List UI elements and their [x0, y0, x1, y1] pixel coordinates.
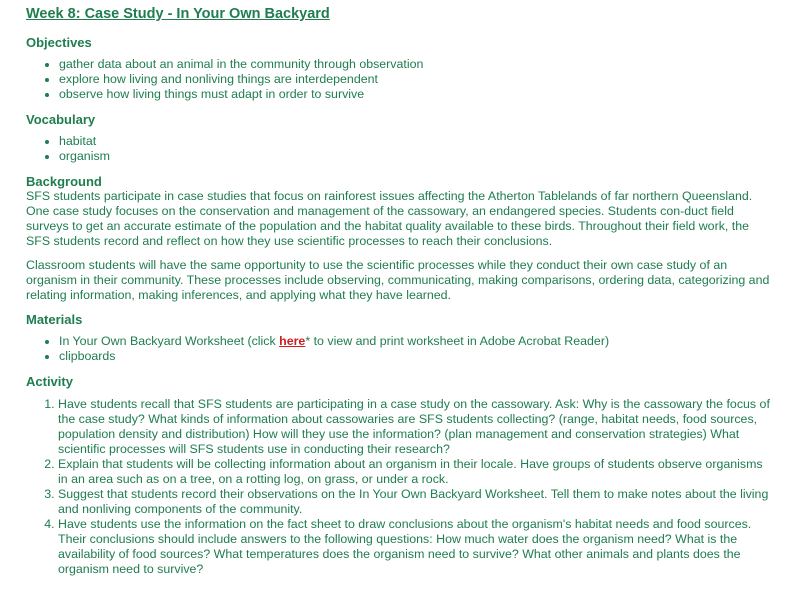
objectives-heading: Objectives: [26, 35, 92, 50]
list-item: 4. Have students use the information on the fact sheet to draw conclusions about the organism's habitat needs and food sources. Their conclusions should include answers to the following questions: How much water does the organism need? What is the availability of food sources? What temperatures does the organism need to survive? What other animals and plants does the organism need to survive?: [58, 517, 774, 577]
list-item: 2. Explain that students will be collecting information about an organism in their locale. Have groups of students observe organisms in an area such as on a tree, on a rotting log, on grass, or under a rock.: [58, 457, 774, 487]
worksheet-text: In Your Own Backyard Worksheet (click: [59, 334, 280, 348]
list-item: • clipboards: [59, 349, 774, 364]
background-paragraph: SFS students participate in case studies that focus on rainforest issues affecting the Atherton Tablelands of far northern Queensland. One case study focuses on the conservation and management of the cassowary, an endangered species. Students con-duct field surveys to get an accurate estimate of the population and the habitat quality available to these birds. Throughout their field work, the SFS students record and reflect on how they use scientific processes to reach their conclusions.: [26, 189, 753, 248]
worksheet-text-suffix: * to view and print worksheet in Adobe Acrobat Reader): [305, 334, 610, 348]
worksheet-link[interactable]: here: [279, 334, 306, 348]
background-heading: Background: [26, 174, 102, 189]
list-item: • organism: [59, 149, 774, 164]
objectives-list: [26, 57, 774, 102]
vocabulary-heading: Vocabulary: [26, 112, 96, 127]
vocabulary-list: [26, 134, 774, 164]
materials-list: [26, 334, 774, 364]
list-item: [59, 334, 774, 349]
list-item: 1. Have students recall that SFS students are participating in a case study on the cassowary. Ask: Why is the cassowary the focus of the case study? What kinds of information about cassowaries are SFS students collecting? (range, habitat needs, food sources, population density and distribution) How will they use the information? (plan management and conservation strategies) What scientific processes will SFS students use in conducting their research?: [58, 397, 774, 457]
page-title: Week 8: Case Study - In Your Own Backyard: [26, 6, 330, 22]
background-paragraph: Classroom students will have the same opportunity to use the scientific processes while they conduct their own case study of an organism in their community. These processes include observing, communicating, making comparisons, ordering data, categorizing and relating information, making inferences, and applying what they have learned.: [26, 258, 770, 302]
list-item: • observe how living things must adapt in order to survive: [59, 87, 774, 102]
list-item: • gather data about an animal in the community through observation: [59, 57, 774, 72]
activity-list: [26, 397, 774, 577]
list-item: • explore how living and nonliving things are interdependent: [59, 72, 774, 87]
materials-heading: Materials: [26, 312, 83, 327]
activity-heading: Activity: [26, 374, 73, 389]
list-item: • habitat: [59, 134, 774, 149]
list-item: 3. Suggest that students record their observations on the In Your Own Backyard Worksheet. Tell them to make notes about the living and nonliving components of the community.: [58, 487, 774, 517]
